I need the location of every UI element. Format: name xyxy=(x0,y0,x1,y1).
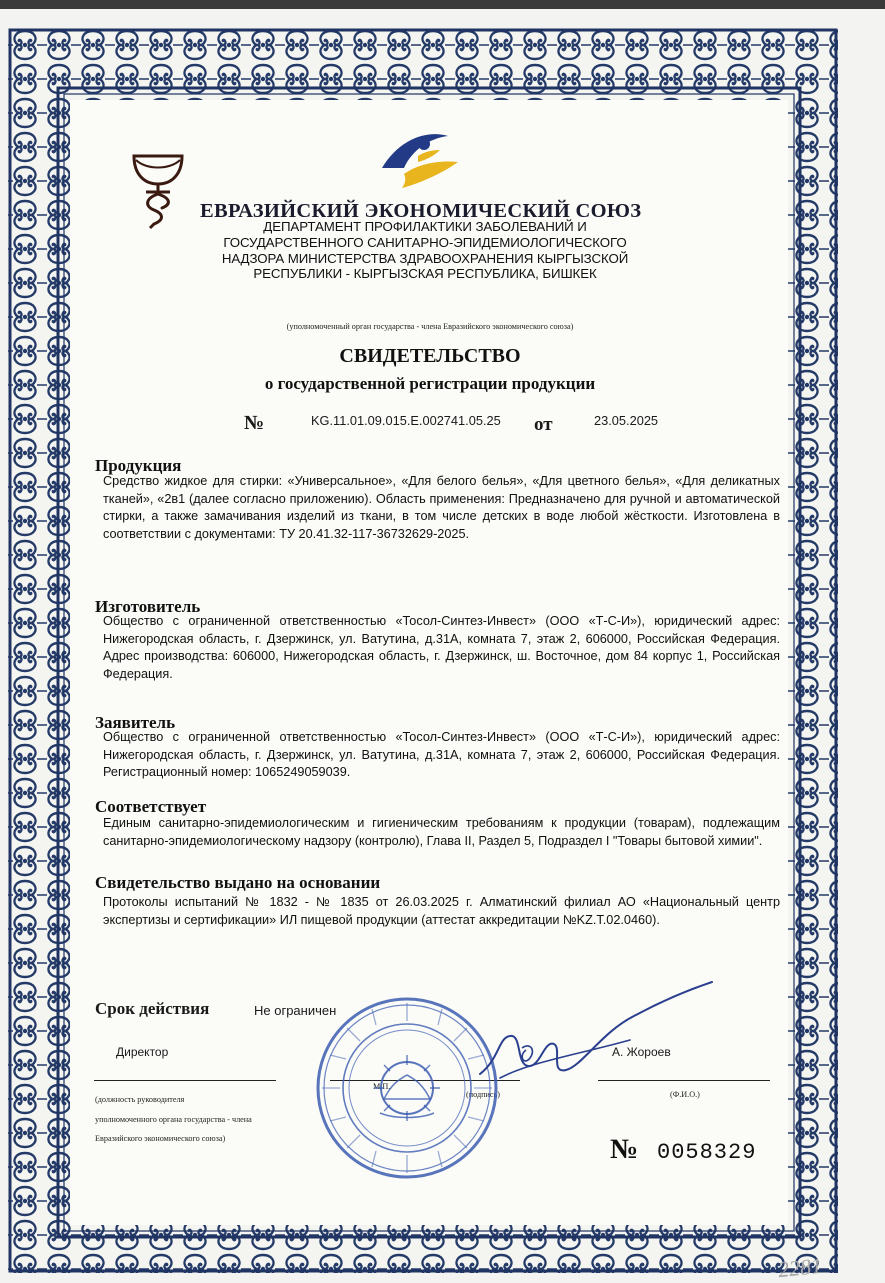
conformity-section xyxy=(95,797,780,850)
basis-text: Протоколы испытаний № 1832 - № 1835 от 26.03.2025 г. Алматинский филиал АО «Национальный центр экспертизы и сертификации» ИЛ пищевой продукции (аттестат аккредитации №KZ.T.02.0460). xyxy=(103,895,780,927)
department-line: ГОСУДАРСТВЕННОГО САНИТАРНО-ЭПИДЕМИОЛОГИЧЕСКОГО xyxy=(223,234,627,250)
name-note: (Ф.И.О.) xyxy=(670,1090,700,1099)
manufacturer-text: Общество с ограниченной ответственностью «Тосол-Синтез-Инвест» (ООО «Т-С-И»), юридический адрес: Нижегородская область, г. Дзержинск, ул. Ватутина, д.31А, комната 7, этаж 2, 606000, Российская Федерация. Адрес производства: 606000, Нижегородская область, г. Дзержинск, ш. Восточное, дом 84 корпус 1, Российская Федерация. xyxy=(103,614,780,681)
product-heading: Продукция xyxy=(95,456,182,475)
conformity-heading: Соответствует xyxy=(95,797,207,816)
eaeu-logo-icon xyxy=(378,128,462,192)
position-note xyxy=(95,1090,252,1149)
signatory-position: Директор xyxy=(116,1045,169,1059)
validity-label: Срок действия xyxy=(95,999,210,1018)
department-line: РЕСПУБЛИКИ - КЫРГЫЗСКАЯ РЕСПУБЛИКА, БИШКЕК xyxy=(253,266,597,282)
manufacturer-section xyxy=(95,597,780,683)
scan-top-edge xyxy=(0,0,885,9)
bowl-of-hygieia-icon xyxy=(124,148,190,230)
position-line xyxy=(94,1080,276,1081)
product-section xyxy=(95,456,780,543)
authority-note: (уполномоченный орган государства - члена Евразийского экономического союза) xyxy=(286,322,574,331)
department-name xyxy=(205,219,645,282)
department-line: ДЕПАРТАМЕНТ ПРОФИЛАКТИКИ ЗАБОЛЕВАНИЙ И xyxy=(263,219,587,234)
basis-heading: Свидетельство выдано на основании xyxy=(95,873,381,892)
registration-number: KG.11.01.09.015.E.002741.05.25 xyxy=(311,413,501,428)
document-subtitle: о государственной регистрации продукции xyxy=(264,374,596,393)
blank-number-sign: № xyxy=(610,1134,639,1165)
signatory-name: А. Жороев xyxy=(612,1045,671,1059)
basis-section xyxy=(95,873,780,929)
position-note-line: Евразийского экономического союза) xyxy=(95,1134,226,1143)
handwritten-signature xyxy=(470,978,720,1088)
registration-date: 23.05.2025 xyxy=(594,413,659,428)
applicant-text: Общество с ограниченной ответственностью «Тосол-Синтез-Инвест» (ООО «Т-С-И»), юридический адрес: Нижегородская область, г. Дзержинск, ул. Ватутина, д.31А, комната 7, этаж 2, 606000, Российская Федерация. Регистрационный номер: 1065249059039. xyxy=(103,730,780,780)
organization-name: ЕВРАЗИЙСКИЙ ЭКОНОМИЧЕСКИЙ СОЮЗ xyxy=(200,200,642,222)
stamp-place-label: М.П. xyxy=(373,1082,391,1091)
applicant-heading: Заявитель xyxy=(95,713,176,732)
signature-note: (подпись) xyxy=(466,1090,500,1099)
applicant-section xyxy=(95,713,780,782)
document-title: СВИДЕТЕЛЬСТВО xyxy=(339,345,521,367)
position-note-line: уполномоченного органа государства - члена xyxy=(95,1114,252,1124)
conformity-text: Единым санитарно-эпидемиологическим и гигиеническим требованиям к продукции (товарам), подлежащим санитарно-эпидемиологическому надзору (контролю), Глава II, Раздел 5, Подраздел I "Товары бытовой химии". xyxy=(103,816,780,848)
handwritten-pencil-mark: 2281 xyxy=(776,1252,824,1283)
position-note-line: (должность руководителя xyxy=(95,1095,185,1104)
blank-number: 0058329 xyxy=(657,1140,757,1165)
validity-value: Не ограничен xyxy=(254,1003,337,1018)
date-from-label: от xyxy=(534,414,553,435)
department-line: НАДЗОРА МИНИСТЕРСТВА ЗДРАВООХРАНЕНИЯ КЫРГЫЗСКОЙ xyxy=(221,250,629,266)
manufacturer-heading: Изготовитель xyxy=(95,597,201,616)
number-sign: № xyxy=(244,412,265,434)
product-text: Средство жидкое для стирки: «Универсальное», «Для белого белья», «Для цветного белья», «Для деликатных тканей», «2в1 (далее согласно приложению). Область применения: Предназначено для ручной и автоматической стирки, а также замачивания изделий из ткани, в том числе детских в воде любой жёсткости. Изготовлена в соответствии с документами: ТУ 20.41.32-117-36732629-2025. xyxy=(103,474,780,541)
